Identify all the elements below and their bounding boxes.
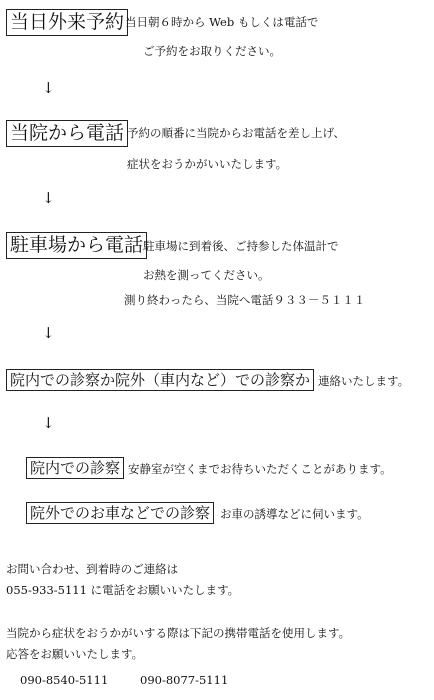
step3-line2: お熱を測ってください。 — [143, 268, 270, 282]
mobile-line2: 応答をお願いいたします。 — [6, 647, 144, 661]
step5b-title-box — [26, 502, 214, 524]
step5a-title-box — [26, 457, 124, 479]
step4-title-box — [6, 369, 314, 391]
step2-line1: 予約の順番に当院からお電話を差し上げ、 — [127, 126, 346, 140]
step3-title: 駐車場から電話 — [10, 234, 144, 256]
step5a-text: 安静室が空くまでお待ちいただくことがあります。 — [128, 462, 392, 476]
step3-title-box — [6, 232, 147, 259]
step1-title: 当日外来予約 — [10, 11, 125, 33]
arrow-2: ↓ — [42, 189, 55, 207]
step4-title: 院内での診察か院外（車内など）での診察か — [10, 371, 311, 389]
step5b-title: 院外でのお車などでの診察 — [30, 504, 211, 522]
arrow-1: ↓ — [42, 79, 55, 97]
mobile-phone-1: 090-8540-5111 — [20, 673, 109, 687]
step1-line2: ご予約をお取りください。 — [143, 44, 281, 58]
mobile-line1: 当院から症状をおうかがいする際は下記の携帯電話を使用します。 — [6, 626, 351, 640]
step1-line1: 当日朝６時から Web もしくは電話で — [125, 15, 319, 29]
step5a-title: 院内での診察 — [30, 459, 121, 477]
contact-line2: 055-933-5111 に電話をお願いいたします。 — [6, 583, 240, 597]
mobile-phone-2: 090-8077-5111 — [140, 673, 229, 687]
step4-text: 連絡いたします。 — [318, 374, 410, 388]
contact-line1: お問い合わせ、到着時のご連絡は — [6, 562, 179, 576]
step2-title-box — [6, 120, 128, 147]
step1-title-box — [6, 9, 128, 36]
arrow-4: ↓ — [42, 414, 55, 432]
arrow-3: ↓ — [42, 324, 55, 342]
step2-title: 当院から電話 — [10, 122, 125, 144]
step5b-text: お車の誘導などに伺います。 — [220, 507, 369, 521]
step3-line3: 測り終わったら、当院へ電話９３３－５１１１ — [124, 293, 366, 307]
step2-line2: 症状をおうかがいいたします。 — [127, 157, 288, 171]
step3-line1: 駐車場に到着後、ご持参した体温計で — [143, 239, 339, 253]
